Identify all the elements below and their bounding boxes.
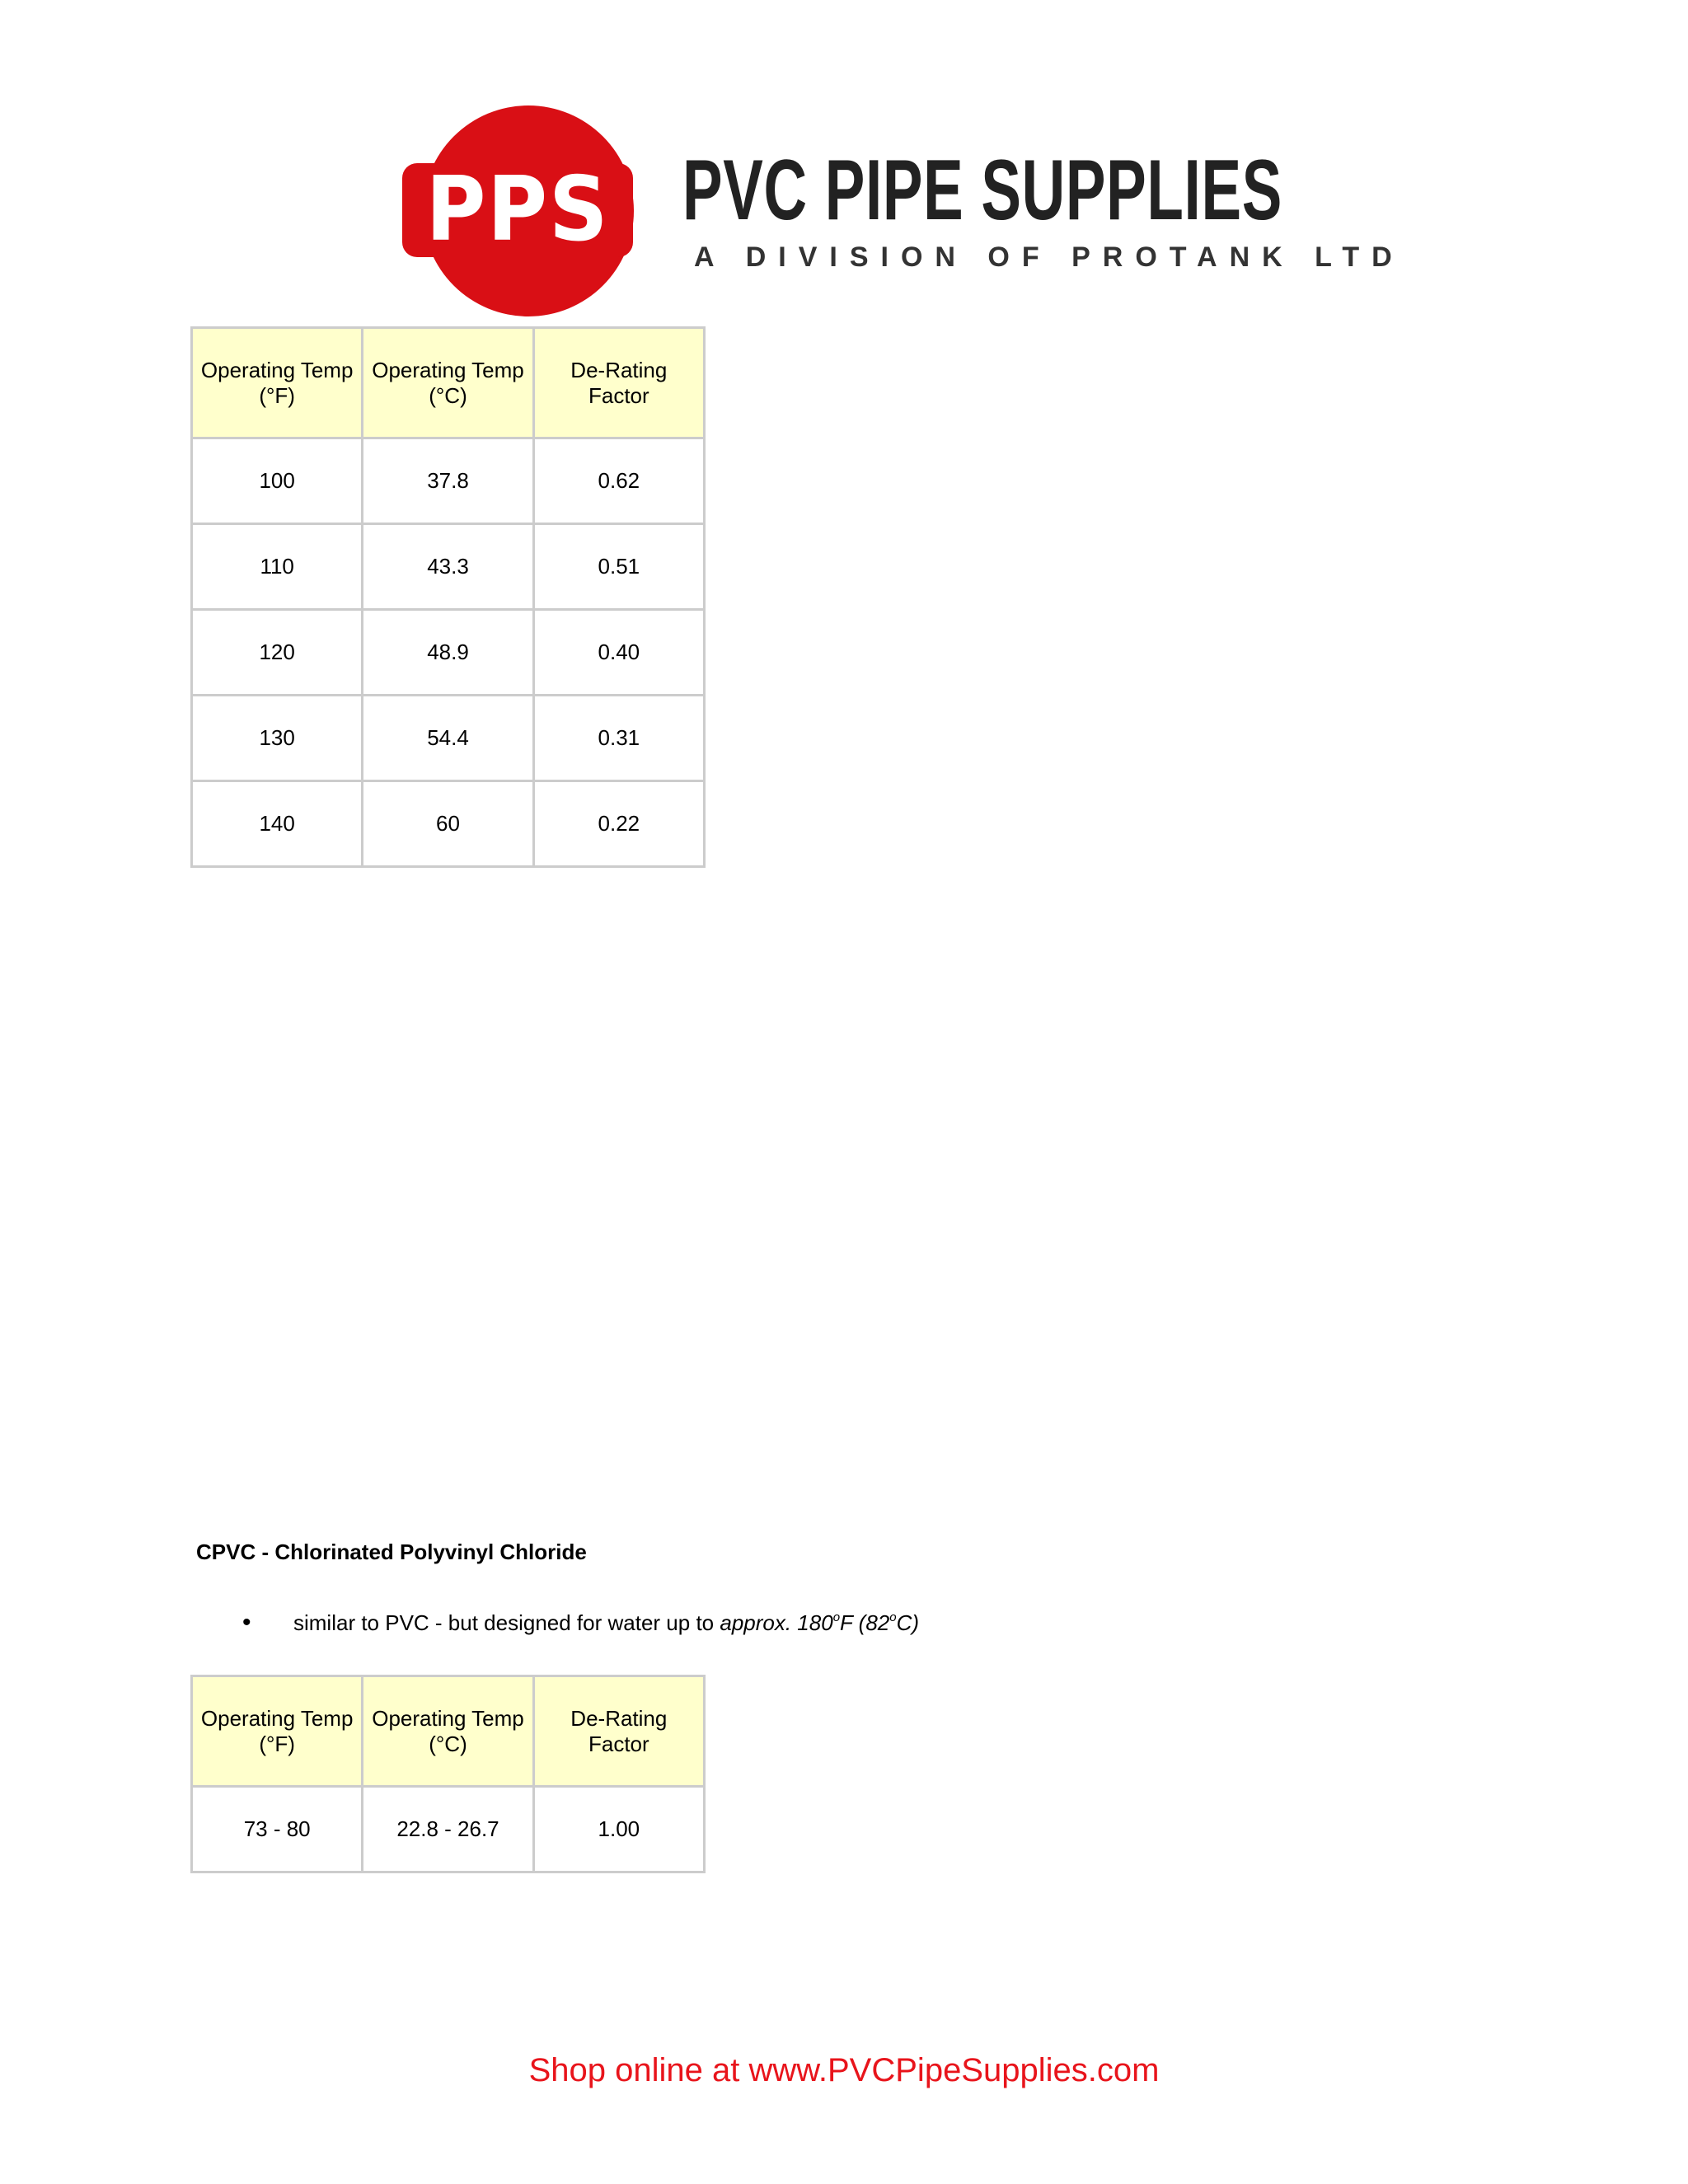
- table-cell: 140: [192, 781, 363, 867]
- table-cell: 48.9: [363, 610, 533, 696]
- header-line: De-Rating: [570, 1705, 668, 1731]
- table-cell: 0.22: [533, 781, 704, 867]
- header-line: Factor: [588, 382, 649, 408]
- brand-subtitle: A DIVISION OF PROTANK LTD: [694, 241, 1404, 273]
- table-row: [192, 1787, 705, 1872]
- header-line: (°C): [429, 1731, 467, 1756]
- header-cell-temp-c: [363, 1676, 533, 1787]
- shop-online-link[interactable]: Shop online at www.PVCPipeSupplies.com: [528, 2052, 1160, 2088]
- header-cell-derating: [533, 328, 704, 438]
- table-header-row: [192, 328, 705, 438]
- header-line: Operating Temp: [372, 357, 524, 382]
- table-row: [192, 696, 705, 781]
- bullet-text-italic: [720, 1610, 919, 1635]
- header-cell-temp-f: [192, 328, 363, 438]
- brand-subtitle-row: [682, 241, 1404, 274]
- brand-name: PVC PIPE SUPPLIES: [682, 143, 1282, 238]
- header-line: Factor: [588, 1731, 649, 1756]
- table-cell: 73 - 80: [192, 1787, 363, 1872]
- table-cell: 22.8 - 26.7: [363, 1787, 533, 1872]
- degree-superscript: o: [889, 1610, 897, 1624]
- degree-superscript: o: [832, 1610, 841, 1624]
- table-cell: 37.8: [363, 438, 533, 524]
- table-cell: 60: [363, 781, 533, 867]
- header-cell-temp-f: [192, 1676, 363, 1787]
- table-header-row: [192, 1676, 705, 1787]
- table-row: [192, 610, 705, 696]
- header-line: (°F): [259, 1731, 295, 1756]
- bullet-text-plain: similar to PVC - but designed for water up to: [293, 1610, 720, 1635]
- bullet-italic-part: approx. 180: [720, 1610, 833, 1635]
- table-cell: 0.40: [533, 610, 704, 696]
- table-cell: 43.3: [363, 524, 533, 610]
- table-cell: 110: [192, 524, 363, 610]
- header-cell-derating: [533, 1676, 704, 1787]
- logo-letters: PPS: [425, 158, 610, 261]
- table-cell: 0.62: [533, 438, 704, 524]
- bullet-italic-part: F (82: [840, 1610, 890, 1635]
- bullet-text: [293, 1610, 919, 1636]
- header-line: Operating Temp: [200, 1705, 354, 1731]
- table-cell: 100: [192, 438, 363, 524]
- table-cell: 0.31: [533, 696, 704, 781]
- bullet-italic-part: C): [896, 1610, 920, 1635]
- header-cell-temp-c: [363, 328, 533, 438]
- table-row: [192, 438, 705, 524]
- table-cell: 0.51: [533, 524, 704, 610]
- table-cell: 54.4: [363, 696, 533, 781]
- bullet-icon: •: [242, 1609, 251, 1636]
- section-heading: CPVC - Chlorinated Polyvinyl Chloride: [196, 1540, 587, 1564]
- table-cell: 1.00: [533, 1787, 704, 1872]
- table-cell: 130: [192, 696, 363, 781]
- header-line: (°F): [259, 382, 295, 408]
- header-line: Operating Temp: [372, 1705, 524, 1731]
- table-cell: 120: [192, 610, 363, 696]
- header-line: De-Rating: [570, 357, 668, 382]
- header-line: (°C): [429, 382, 467, 408]
- header-line: Operating Temp: [200, 357, 354, 382]
- cpvc-derating-table: [190, 1675, 706, 1873]
- table-row: [192, 781, 705, 867]
- table-row: [192, 524, 705, 610]
- pvc-derating-table: [190, 326, 706, 868]
